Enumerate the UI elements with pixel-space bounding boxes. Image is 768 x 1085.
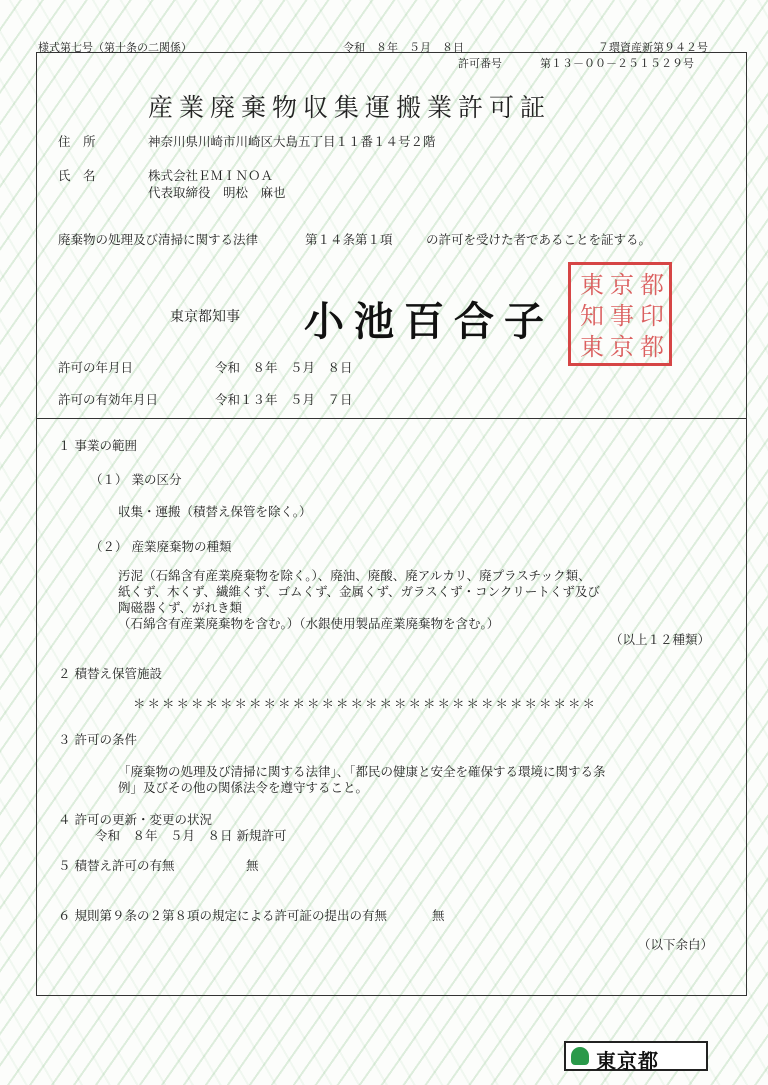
section-1-title: １ 事業の範囲 — [58, 438, 137, 453]
section-1-2-title: （２） 産業廃棄物の種類 — [90, 539, 232, 554]
tokyo-logo — [564, 1041, 708, 1071]
seal-character: 知 — [580, 302, 604, 330]
form-number: 様式第七号（第十条の二関係） — [38, 41, 192, 54]
address-label: 住 所 — [58, 134, 96, 149]
section-5-title: ５ 積替え許可の有無 — [58, 858, 175, 873]
transfer-storage-value: ＊＊＊＊＊＊＊＊＊＊＊＊＊＊＊＊＊＊＊＊＊＊＊＊＊＊＊＊＊＊＊＊ — [133, 696, 598, 711]
seal-character: 東 — [580, 333, 604, 361]
waste-type-line: 陶磁器くず、がれき類 — [118, 600, 243, 615]
seal-character: 印 — [640, 302, 664, 330]
certificate-submission-value: 無 — [432, 908, 445, 923]
permit-number: 第１３－００－２５１５２９号 — [540, 57, 694, 70]
representative-name: 代表取締役 明松 麻也 — [148, 185, 286, 200]
certification-statement: の許可を受けた者であることを証する。 — [426, 232, 652, 247]
company-name: 株式会社ＥＭＩＮＯＡ — [148, 168, 274, 183]
waste-type-count: （以上１２種類） — [610, 632, 711, 647]
renewal-status: 令和 ８年 ５月 ８日 新規許可 — [95, 828, 287, 843]
seal-character: 都 — [640, 271, 664, 299]
registration-number: ７環資産新第９４２号 — [598, 41, 708, 54]
certification-law: 廃棄物の処理及び清掃に関する法律 — [58, 232, 259, 247]
section-6-title: ６ 規則第９条の２第８項の規定による許可証の提出の有無 — [58, 908, 387, 923]
official-seal — [568, 262, 672, 366]
permit-condition-line: 「廃棄物の処理及び清掃に関する法律」、「都民の健康と安全を確保する環境に関する条 — [118, 764, 606, 779]
waste-type-line: （石綿含有産業廃棄物を含む。）（水銀使用製品産業廃棄物を含む。） — [118, 616, 500, 631]
expiry-date-label: 許可の有効年月日 — [58, 392, 159, 407]
remainder-note: （以下余白） — [638, 937, 714, 952]
seal-character: 東 — [580, 271, 604, 299]
governor-signature: 小池百合子 — [304, 298, 554, 345]
address-value: 神奈川県川崎市川崎区大島五丁目１１番１４号２階 — [148, 134, 436, 149]
section-3-title: ３ 許可の条件 — [58, 732, 137, 747]
permit-number-label: 許可番号 — [458, 57, 502, 70]
issue-date: 令和 ８年 ５月 ８日 — [343, 41, 464, 54]
seal-character: 京 — [610, 271, 634, 299]
permit-date-label: 許可の年月日 — [58, 360, 134, 375]
logo-text: 東京都 — [596, 1049, 659, 1073]
name-label: 氏 名 — [58, 168, 96, 183]
certificate-title: 産業廃棄物収集運搬業許可証 — [148, 93, 552, 122]
section-4-title: ４ 許可の更新・変更の状況 — [58, 812, 212, 827]
section-divider — [36, 418, 747, 419]
transfer-permit-value: 無 — [246, 858, 259, 873]
section-2-title: ２ 積替え保管施設 — [58, 666, 162, 681]
seal-character: 京 — [610, 333, 634, 361]
certificate-frame — [36, 52, 747, 996]
section-1-1-title: （１） 業の区分 — [90, 472, 182, 487]
waste-type-line: 汚泥（石綿含有産業廃棄物を除く。）、廃油、廃酸、廃アルカリ、廃プラスチック類、 — [118, 568, 591, 583]
permit-date: 令和 ８年 ５月 ８日 — [215, 360, 353, 375]
seal-character: 事 — [610, 302, 634, 330]
ginkgo-icon — [571, 1047, 589, 1065]
certification-article: 第１４条第１項 — [305, 232, 393, 247]
seal-character: 都 — [640, 333, 664, 361]
waste-type-line: 紙くず、木くず、繊維くず、ゴムくず、金属くず、ガラスくず・コンクリートくず及び — [118, 584, 600, 599]
expiry-date: 令和１３年 ５月 ７日 — [215, 392, 353, 407]
business-category: 収集・運搬（積替え保管を除く。） — [118, 504, 312, 519]
permit-condition-line: 例」及びその他の関係法令を遵守すること。 — [118, 780, 369, 795]
governor-title: 東京都知事 — [170, 309, 240, 325]
